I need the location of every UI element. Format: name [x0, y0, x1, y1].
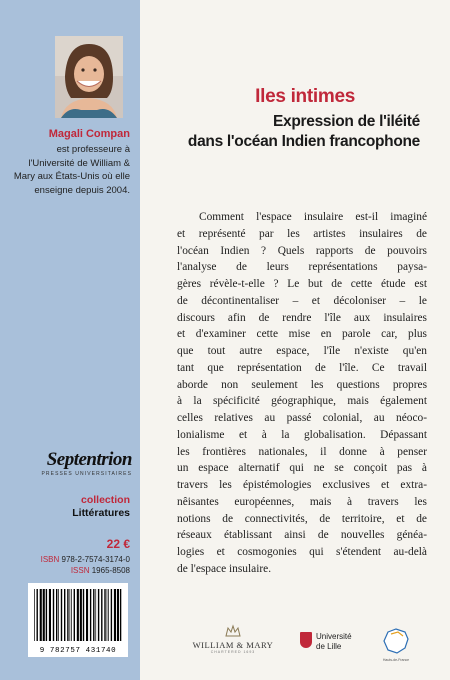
issn-label: ISSN: [70, 566, 90, 575]
blurb-line: logies et cosmogonies qui s'étendent au-delà: [177, 546, 427, 558]
bio-line: Mary aux États-Unis où elle: [13, 171, 130, 182]
blurb-line: gères révèle-t-elle ? Le but de cette étude est: [177, 278, 427, 290]
hauts-de-france-logo: [378, 626, 414, 666]
issn-row: [6, 565, 130, 576]
barcode-bars: [28, 583, 128, 645]
blurb-line: discours afin de rendre l'île aux insulaires: [177, 311, 427, 324]
subtitle-line: dans l'océan Indien francophone: [187, 133, 420, 150]
region-map-icon: [378, 626, 414, 656]
blurb-line: Comment l'espace insulaire est-il imaginé: [199, 211, 427, 223]
blurb-line: un espace alternatif qui ne se conçoit pas à: [177, 462, 427, 475]
identifiers: [6, 554, 130, 576]
lille-line-2: de Lille: [316, 641, 342, 651]
author-photo: [55, 36, 123, 118]
bio-line: est professeure à: [56, 144, 130, 155]
bio-line: enseigne depuis 2004.: [34, 184, 130, 196]
blurb-line: de l'espace insulaire.: [177, 562, 272, 575]
william-mary-tagline: CHARTERED 1693: [210, 650, 256, 654]
isbn-row: [6, 554, 130, 565]
universite-lille-logo: [300, 630, 370, 660]
blurb-line: travers les épistémologies exclusives et extra-: [177, 479, 427, 491]
bio-line: l'Université de William &: [28, 157, 130, 169]
blurb-line: et d'examiner cette mise en parole car, plus: [177, 328, 427, 341]
publisher-logo: [10, 450, 132, 477]
william-mary-logo: [188, 624, 278, 654]
william-mary-name: WILLIAM & MARY: [192, 640, 274, 650]
collection-name: Littératures: [72, 507, 130, 519]
hauts-de-france-label: Hauts-de-France: [382, 658, 410, 662]
book-subtitle: [140, 112, 420, 152]
blurb-line: que tout autre espace, l'île n'existe qu'en: [177, 345, 427, 357]
author-name: Magali Compan: [48, 128, 130, 140]
blurb-line: aborde non seulement les questions propres: [177, 378, 427, 391]
blurb-line: l'analyse de leurs représentations paysa-: [177, 261, 427, 274]
blurb-line: de décontinentaliser – et décoloniser – le: [177, 294, 427, 307]
barcode-number: 9 782757 431740: [39, 647, 117, 655]
blurb-line: tant que représentation de l'île. Ce travail: [177, 361, 427, 374]
blurb-line: notions de connectivités, de territoire, et de: [177, 512, 427, 525]
blurb-line: nêisantes européennes, mais à travers les: [177, 495, 427, 508]
blurb-text: [177, 209, 427, 578]
issn-value: 1965-8508: [91, 566, 130, 575]
lille-name: [316, 632, 352, 651]
subtitle-line: Expression de l'iléité: [273, 113, 420, 130]
isbn-label: ISBN: [40, 555, 60, 564]
price: 22 €: [106, 537, 130, 551]
partner-logos: [140, 616, 450, 676]
lille-line-1: Université: [316, 632, 352, 641]
isbn-value: 978-2-7574-3174-0: [61, 555, 130, 564]
blurb-line: réseaux établissant ainsi de nouvelles généa-: [177, 529, 427, 542]
lille-mark-icon: [300, 632, 312, 648]
blurb-line: les frontières nationales, il donne à penser: [177, 445, 427, 458]
blurb-line: celles relatives au passé colonial, au néoco-: [177, 412, 427, 424]
blurb-line: et représenté par les artistes insulaires de: [177, 227, 427, 240]
collection-label: collection: [80, 494, 130, 506]
author-bio: [4, 143, 130, 197]
crest-icon: [224, 624, 242, 638]
main-panel: [140, 0, 450, 680]
blurb-line: lonialisme et à la globalisation. Dépassant: [177, 428, 427, 441]
book-title: Iles intimes: [255, 86, 355, 107]
publisher-name: Septentrion: [46, 449, 132, 470]
barcode: [28, 583, 128, 657]
publisher-subtitle: PRESSES UNIVERSITAIRES: [41, 471, 132, 477]
blurb-line: l'océan Indien ? Quels rapports de pouvoirs: [177, 244, 427, 257]
sidebar-panel: [0, 0, 140, 680]
blurb-line: à la spécificité géographique, mais également: [177, 395, 427, 408]
